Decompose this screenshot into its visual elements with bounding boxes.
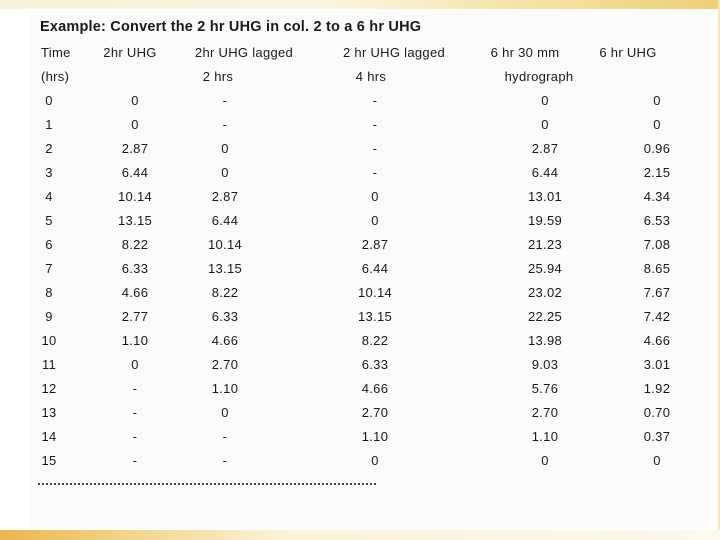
cell-2hr-uhg: 0 <box>131 93 139 108</box>
cell-time: 14 <box>41 429 57 444</box>
header-time-units: (hrs) <box>41 69 70 84</box>
cell-time: 7 <box>45 261 53 276</box>
cell-uhg-6hr: 7.42 <box>643 309 671 324</box>
cell-lagged-4hr: 13.15 <box>357 309 393 324</box>
cell-uhg-6hr: 8.65 <box>643 261 671 276</box>
dotted-divider <box>38 483 376 485</box>
cell-2hr-uhg: 13.15 <box>117 213 153 228</box>
cell-lagged-4hr: 2.87 <box>361 237 389 252</box>
cell-2hr-uhg: 2.77 <box>121 309 149 324</box>
cell-lagged-2hr: - <box>222 93 228 108</box>
cell-2hr-uhg: - <box>132 405 138 420</box>
cell-time: 6 <box>45 237 53 252</box>
cell-time: 5 <box>45 213 53 228</box>
cell-lagged-4hr: 0 <box>371 453 379 468</box>
cell-2hr-uhg: 2.87 <box>121 141 149 156</box>
cell-time: 2 <box>45 141 53 156</box>
cell-hydrograph-6hr: 2.87 <box>531 141 559 156</box>
header-6hr-30mm: 6 hr 30 mm <box>490 45 560 60</box>
header-lag-4hrs: 4 hrs <box>355 69 387 84</box>
cell-time: 1 <box>45 117 53 132</box>
cell-uhg-6hr: 4.66 <box>643 333 671 348</box>
cell-lagged-2hr: 8.22 <box>211 285 239 300</box>
cell-time: 3 <box>45 165 53 180</box>
cell-uhg-6hr: 0.70 <box>643 405 671 420</box>
cell-lagged-2hr: - <box>222 453 228 468</box>
cell-lagged-4hr: - <box>372 165 378 180</box>
header-uhg-lagged-2: 2hr UHG lagged <box>194 45 294 60</box>
cell-lagged-2hr: 6.44 <box>211 213 239 228</box>
cell-uhg-6hr: 2.15 <box>643 165 671 180</box>
cell-uhg-6hr: 4.34 <box>643 189 671 204</box>
cell-lagged-2hr: 0 <box>221 141 229 156</box>
cell-uhg-6hr: 0 <box>653 453 661 468</box>
cell-lagged-4hr: 0 <box>371 213 379 228</box>
cell-uhg-6hr: 0 <box>653 93 661 108</box>
cell-hydrograph-6hr: 19.59 <box>527 213 563 228</box>
header-2hr-uhg: 2hr UHG <box>103 45 157 60</box>
cell-lagged-4hr: 6.44 <box>361 261 389 276</box>
cell-hydrograph-6hr: 21.23 <box>527 237 563 252</box>
cell-lagged-4hr: 6.33 <box>361 357 389 372</box>
cell-lagged-2hr: - <box>222 117 228 132</box>
cell-2hr-uhg: 0 <box>131 357 139 372</box>
header-uhg-lagged-4: 2 hr UHG lagged <box>342 45 446 60</box>
cell-uhg-6hr: 0.37 <box>643 429 671 444</box>
cell-lagged-2hr: 2.70 <box>211 357 239 372</box>
cell-lagged-4hr: - <box>372 93 378 108</box>
cell-lagged-4hr: 8.22 <box>361 333 389 348</box>
cell-time: 10 <box>41 333 57 348</box>
cell-2hr-uhg: 10.14 <box>117 189 153 204</box>
cell-2hr-uhg: 0 <box>131 117 139 132</box>
cell-lagged-2hr: - <box>222 429 228 444</box>
slide-title: Example: Convert the 2 hr UHG in col. 2 to a 6 hr UHG <box>40 19 422 35</box>
cell-lagged-2hr: 6.33 <box>211 309 239 324</box>
cell-time: 4 <box>45 189 53 204</box>
cell-lagged-4hr: 1.10 <box>361 429 389 444</box>
cell-lagged-4hr: 2.70 <box>361 405 389 420</box>
cell-hydrograph-6hr: 0 <box>541 117 549 132</box>
cell-2hr-uhg: 4.66 <box>121 285 149 300</box>
cell-lagged-2hr: 13.15 <box>207 261 243 276</box>
cell-uhg-6hr: 7.67 <box>643 285 671 300</box>
cell-lagged-2hr: 4.66 <box>211 333 239 348</box>
cell-lagged-4hr: 10.14 <box>357 285 393 300</box>
header-6hr-uhg: 6 hr UHG <box>599 45 657 60</box>
cell-lagged-2hr: 2.87 <box>211 189 239 204</box>
cell-hydrograph-6hr: 25.94 <box>527 261 563 276</box>
cell-lagged-4hr: - <box>372 117 378 132</box>
cell-uhg-6hr: 3.01 <box>643 357 671 372</box>
cell-uhg-6hr: 0 <box>653 117 661 132</box>
cell-lagged-2hr: 10.14 <box>207 237 243 252</box>
cell-time: 13 <box>41 405 57 420</box>
cell-2hr-uhg: - <box>132 429 138 444</box>
cell-hydrograph-6hr: 5.76 <box>531 381 559 396</box>
cell-time: 9 <box>45 309 53 324</box>
cell-hydrograph-6hr: 2.70 <box>531 405 559 420</box>
cell-uhg-6hr: 7.08 <box>643 237 671 252</box>
header-lag-2hrs: 2 hrs <box>202 69 234 84</box>
cell-lagged-2hr: 0 <box>221 165 229 180</box>
cell-hydrograph-6hr: 23.02 <box>527 285 563 300</box>
cell-hydrograph-6hr: 22.25 <box>527 309 563 324</box>
cell-uhg-6hr: 1.92 <box>643 381 671 396</box>
cell-2hr-uhg: 6.44 <box>121 165 149 180</box>
cell-hydrograph-6hr: 0 <box>541 93 549 108</box>
cell-hydrograph-6hr: 13.01 <box>527 189 563 204</box>
cell-hydrograph-6hr: 6.44 <box>531 165 559 180</box>
cell-uhg-6hr: 0.96 <box>643 141 671 156</box>
cell-hydrograph-6hr: 13.98 <box>527 333 563 348</box>
cell-2hr-uhg: - <box>132 453 138 468</box>
header-time: Time <box>41 45 71 60</box>
cell-hydrograph-6hr: 1.10 <box>531 429 559 444</box>
cell-lagged-2hr: 1.10 <box>211 381 239 396</box>
cell-time: 12 <box>41 381 57 396</box>
header-hydrograph: hydrograph <box>504 69 574 84</box>
cell-time: 15 <box>41 453 57 468</box>
cell-lagged-4hr: 4.66 <box>361 381 389 396</box>
cell-2hr-uhg: 6.33 <box>121 261 149 276</box>
bottom-decorative-band <box>0 530 720 540</box>
cell-hydrograph-6hr: 0 <box>541 453 549 468</box>
cell-time: 0 <box>45 93 53 108</box>
cell-lagged-2hr: 0 <box>221 405 229 420</box>
cell-2hr-uhg: - <box>132 381 138 396</box>
cell-time: 8 <box>45 285 53 300</box>
cell-lagged-4hr: - <box>372 141 378 156</box>
cell-lagged-4hr: 0 <box>371 189 379 204</box>
cell-time: 11 <box>41 357 57 372</box>
cell-uhg-6hr: 6.53 <box>643 213 671 228</box>
top-decorative-band <box>0 0 720 9</box>
cell-hydrograph-6hr: 9.03 <box>531 357 559 372</box>
cell-2hr-uhg: 1.10 <box>121 333 149 348</box>
cell-2hr-uhg: 8.22 <box>121 237 149 252</box>
